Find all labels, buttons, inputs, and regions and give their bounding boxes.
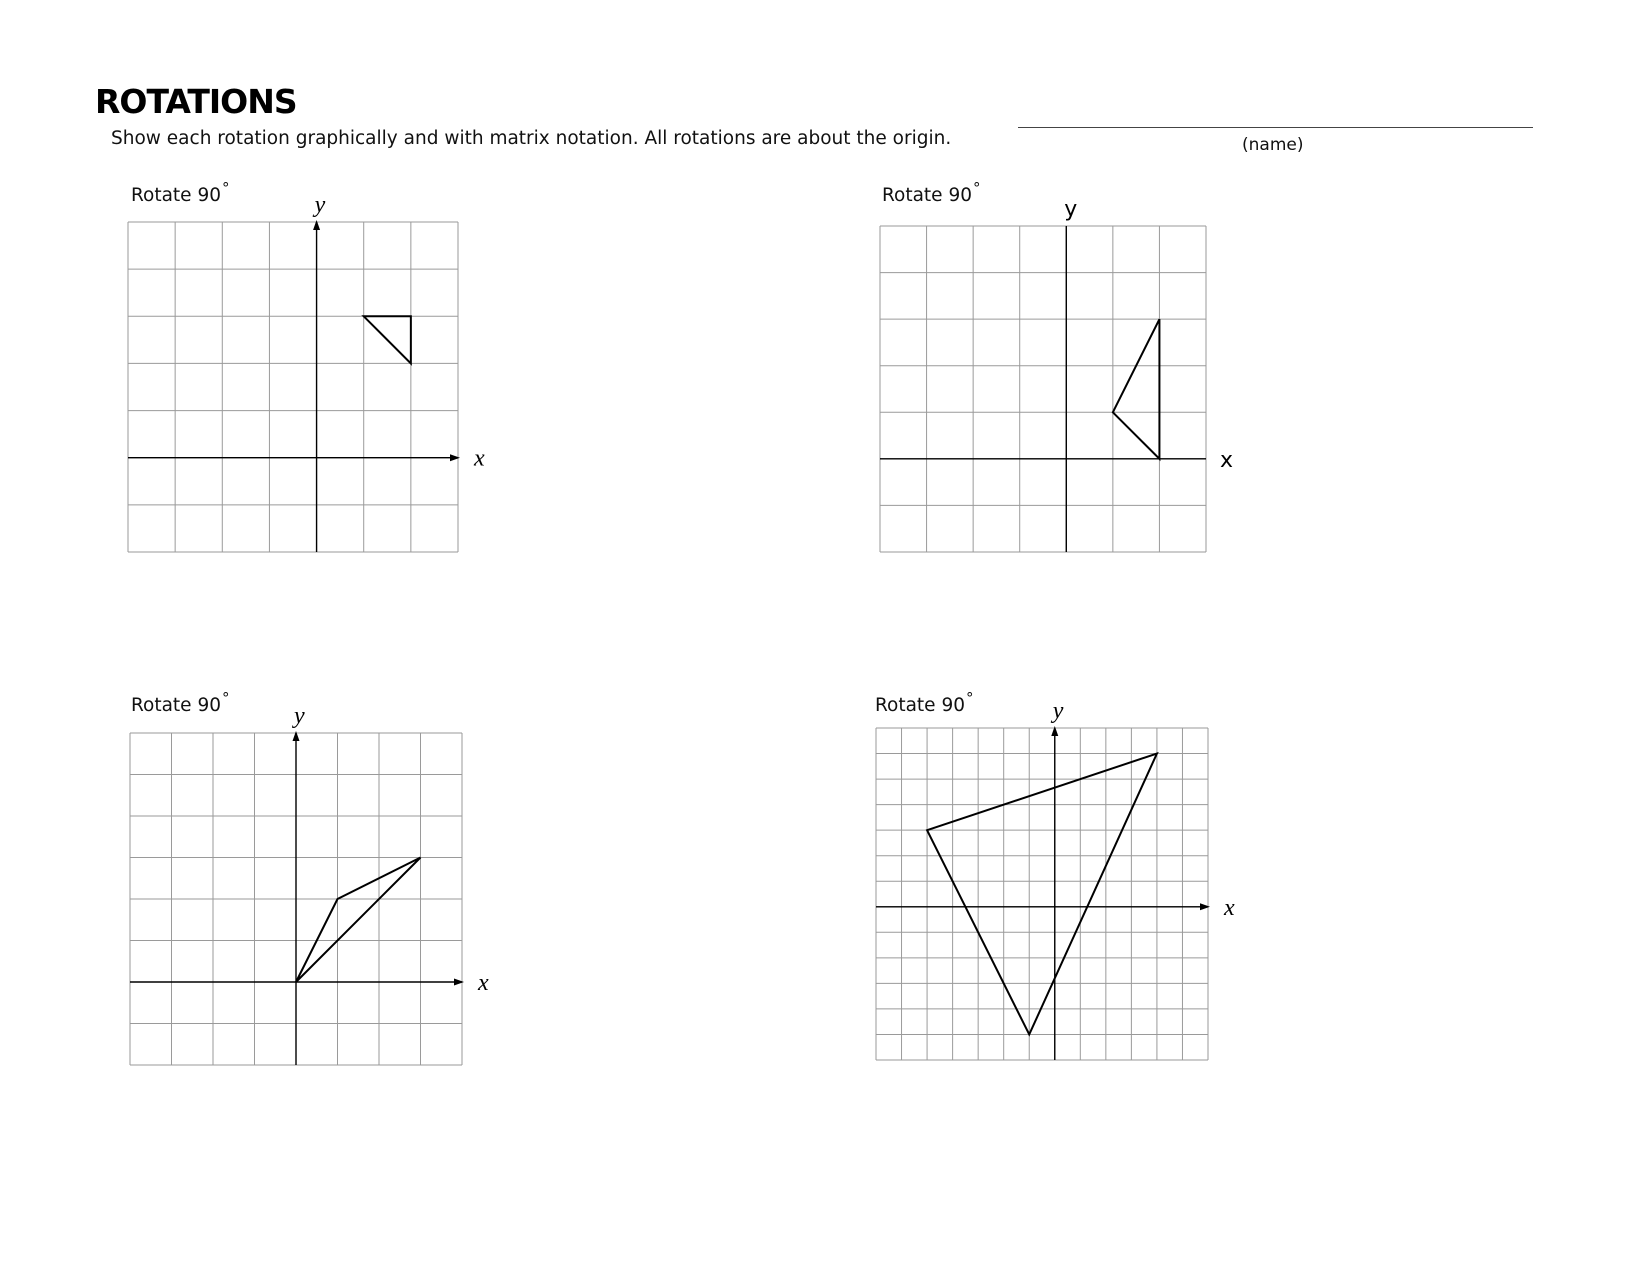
problem-3-label-text: Rotate 90 xyxy=(131,695,221,716)
degree-symbol: ° xyxy=(222,689,230,707)
x-axis-label: x xyxy=(1220,447,1234,473)
name-label: (name) xyxy=(1242,135,1304,155)
y-axis-label: y xyxy=(1064,197,1078,222)
problem-1-label-text: Rotate 90 xyxy=(131,185,221,206)
degree-symbol: ° xyxy=(222,179,230,197)
problem-2-label-text: Rotate 90 xyxy=(882,185,972,206)
y-axis-label: y xyxy=(294,703,305,729)
x-axis-label: x xyxy=(1224,894,1235,921)
degree-symbol: ° xyxy=(966,689,974,707)
degree-symbol: ° xyxy=(973,179,981,197)
y-axis-label: y xyxy=(314,192,326,218)
problem-4-label-text: Rotate 90 xyxy=(875,695,965,716)
figure-polygon xyxy=(927,754,1157,1035)
x-axis-label: x xyxy=(478,970,489,996)
instructions: Show each rotation graphically and with matrix notation. All rotations are about the origin. xyxy=(111,128,952,149)
y-axis-label: y xyxy=(1052,698,1064,724)
worksheet-title: ROTATIONS xyxy=(95,82,297,121)
x-axis-label: x xyxy=(474,445,485,472)
